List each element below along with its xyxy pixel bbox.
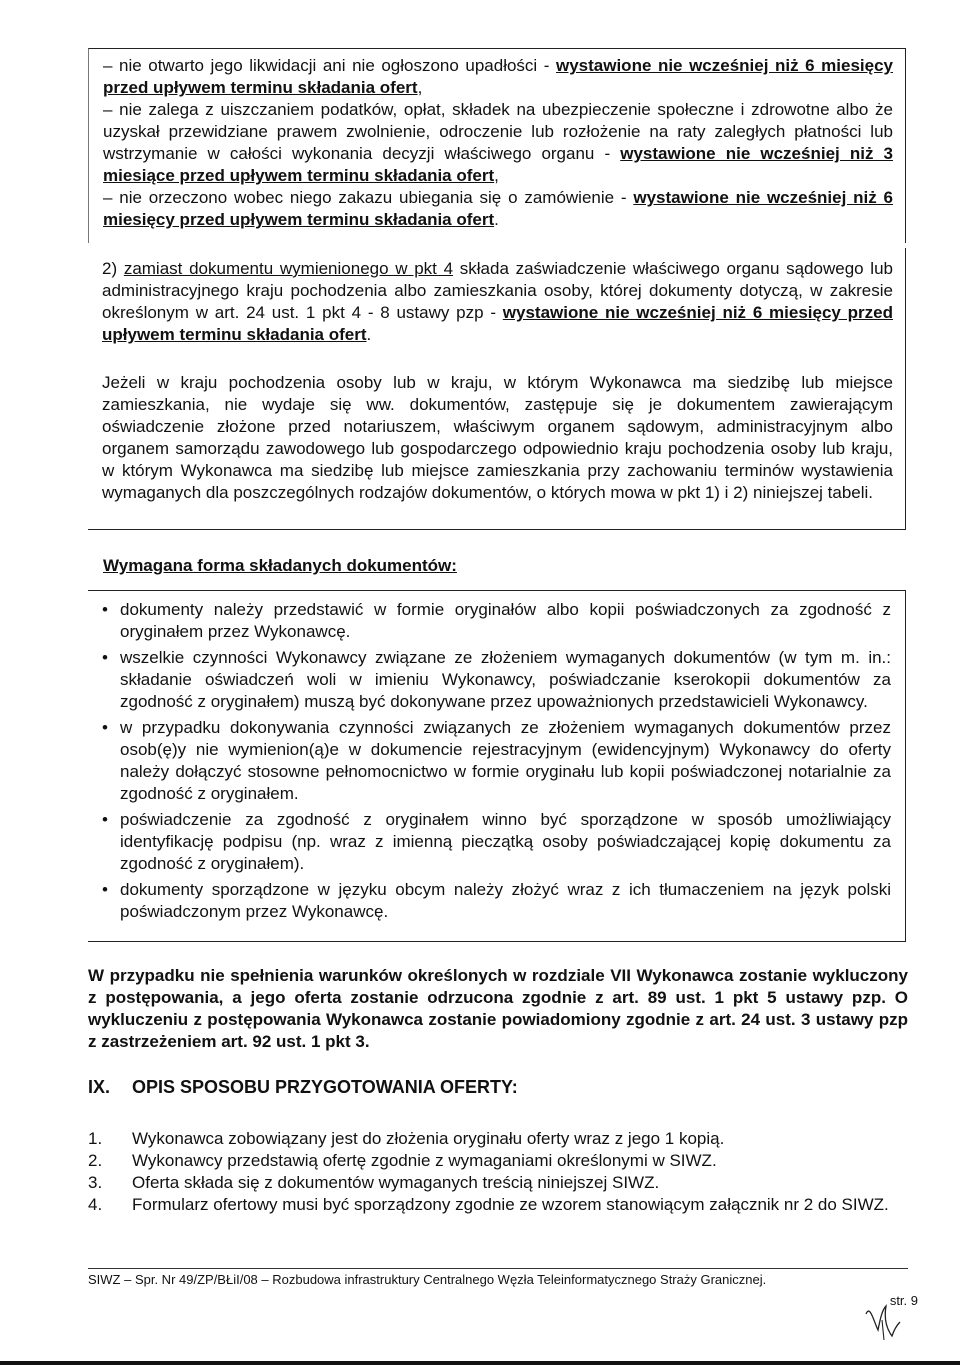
exclusion-paragraph: W przypadku nie spełnienia warunków określonych w rozdziale VII Wykonawca zostanie wykluczony z postępowania, a jego oferta zostanie odrzucona zgodnie z art. 89 ust. 1 pkt 5 ustawy pzp. O wykluczeniu z postępowania Wykonawca zostanie powiadomiony zgodnie z art. 24 ust. 3 ustawy pzp z zastrzeżeniem art. 92 ust. 1 pkt 3.: [88, 966, 908, 1051]
requirements-table-part-2: [88, 248, 906, 530]
bullet-icon: •: [102, 880, 108, 899]
scan-edge: [0, 1361, 960, 1365]
list-item: 2. Wykonawcy przedstawią ofertę zgodnie z wymaganiami określonymi w SIWZ.: [88, 1151, 717, 1170]
list-item: • poświadczenie za zgodność z oryginałem winno być sporządzone w sposób umożliwiający identyfikację podpisu (np. wraz z imienną pieczątką osoby poświadczającej kopię dokumentu za zgodność z oryginałem).: [102, 810, 891, 873]
required-form-heading: Wymagana forma składanych dokumentów:: [103, 556, 457, 575]
section-ix-heading: [88, 1076, 518, 1098]
signature-icon: [862, 1300, 902, 1344]
point-2-paragraph: 2) zamiast dokumentu wymienionego w pkt 4 składa zaświadczenie właściwego organu sądowego lub administracyjnego kraju pochodzenia albo zamieszkania osoby, której dokumenty dotyczą, w zakresie określonym w art. 24 ust. 1 pkt 4 - 8 ustawy pzp - wystawione nie wcześniej niż 6 miesięcy przed upływem terminu składania ofert.: [102, 259, 893, 344]
list-item: 1. Wykonawca zobowiązany jest do złożenia oryginału oferty wraz z jego 1 kopią.: [88, 1129, 725, 1148]
requirement-no-tax-arrears: – nie zalega z uiszczaniem podatków, opłat, składek na ubezpieczenie społeczne i zdrowotne albo że uzyskał przewidziane prawem zwolnienie, odroczenie lub rozłożenie na raty zaległych płatności lub wstrzymanie w całości wykonania decyzji właściwego organu - wystawione nie wcześniej niż 3 miesiące przed upływem terminu składania ofert,: [103, 100, 893, 185]
section-ix-list: [88, 1128, 908, 1216]
list-item: • w przypadku dokonywania czynności związanych ze złożeniem wymaganych dokumentów przez osob(ę)y nie wymienion(ą)e w dokumencie rejestracyjnym (ewidencyjnym) Wykonawcy do oferty należy dołączyć stosowne pełnomocnictwo w formie oryginału lub kopii poświadczonej notarialnie za zgodność z oryginałem.: [102, 718, 891, 803]
page-number: str. 9: [889, 1293, 918, 1308]
footer-text: SIWZ – Spr. Nr 49/ZP/BŁiI/08 – Rozbudowa infrastruktury Centralnego Węzła Teleinformatycznego Straży Granicznej.: [88, 1272, 767, 1287]
list-item: • wszelkie czynności Wykonawcy związane ze złożeniem wymaganych dokumentów (w tym m. in.: składanie oświadczeń woli w imieniu Wykonawcy, poświadczanie kserokopii dokumentów za zgodność z oryginałem) muszą być dokonywane przez upoważnionych przedstawicieli Wykonawcy.: [102, 648, 891, 711]
required-form-table: [88, 590, 906, 942]
requirements-table-part-1: [88, 48, 906, 243]
list-item: • dokumenty należy przedstawić w formie oryginałów albo kopii poświadczonych za zgodność z oryginałem przez Wykonawcę.: [102, 600, 891, 641]
bullet-icon: •: [102, 810, 108, 829]
list-item: • dokumenty sporządzone w języku obcym należy złożyć wraz z ich tłumaczeniem na język polski poświadczonym przez Wykonawcę.: [102, 880, 891, 921]
bullet-icon: •: [102, 718, 108, 737]
required-form-list: [102, 599, 891, 923]
requirement-no-liquidation: – nie otwarto jego likwidacji ani nie ogłoszono upadłości - wystawione nie wcześniej niż 6 miesięcy przed upływem terminu składania ofert,: [103, 56, 893, 97]
list-item: 4. Formularz ofertowy musi być sporządzony zgodnie ze wzorem stanowiącym załącznik nr 2 do SIWZ.: [88, 1195, 889, 1214]
bullet-icon: •: [102, 600, 108, 619]
bullet-icon: •: [102, 648, 108, 667]
footer-divider: [88, 1268, 908, 1269]
foreign-country-paragraph: Jeżeli w kraju pochodzenia osoby lub w kraju, w którym Wykonawca ma siedzibę lub miejsce zamieszkania, nie wydaje się ww. dokumentów, zastępuje się je dokumentem zawierającym oświadczenie złożone przed notariuszem, właściwym organem sądowym, administracyjnym albo organem samorządu zawodowego lub gospodarczego odpowiednio kraju pochodzenia osoby lub kraju, w którym Wykonawca ma siedzibę lub miejsce zamieszkania przy zachowaniu terminów wystawienia wymaganych dla poszczególnych rodzajów dokumentów, o których mowa w pkt 1) i 2) niniejszej tabeli.: [102, 373, 893, 502]
section-title: OPIS SPOSOBU PRZYGOTOWANIA OFERTY:: [132, 1077, 518, 1097]
list-item: 3. Oferta składa się z dokumentów wymaganych treścią niniejszej SIWZ.: [88, 1173, 660, 1192]
requirement-no-ban: – nie orzeczono wobec niego zakazu ubiegania się o zamówienie - wystawione nie wcześniej niż 6 miesięcy przed upływem terminu składania ofert.: [103, 188, 893, 229]
section-number: IX.: [88, 1077, 111, 1097]
